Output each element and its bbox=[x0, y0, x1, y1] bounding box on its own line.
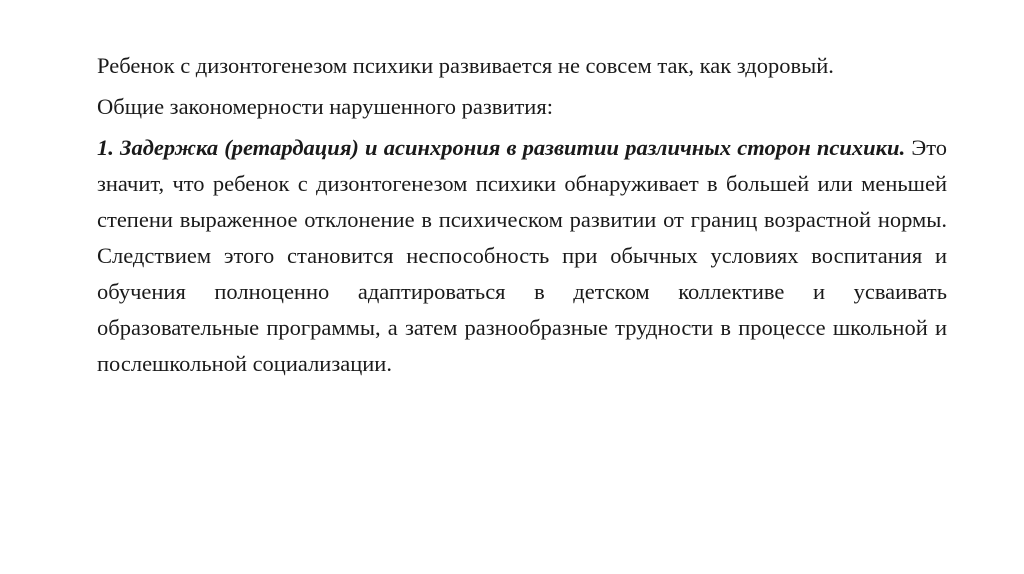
point-1-paragraph bbox=[97, 130, 947, 382]
point-1-body: Это значит, что ребенок с дизонтогенезом психики обнаруживает в большей или меньшей степени выраженное отклонение в психическом развитии от границ возрастной нормы. Следствием этого становится неспособность при обычных условиях воспитания и обучения полноценно адаптироваться в детском коллективе и усваивать образовательные программы, а затем разнообразные трудности в процессе школьной и послешкольной социализации. bbox=[97, 135, 947, 376]
point-1-heading: 1. Задержка (ретардация) и асинхрония в развитии различных сторон психики. bbox=[97, 135, 906, 160]
section-subtitle: Общие закономерности нарушенного развития: bbox=[97, 94, 553, 119]
intro-sentence: Ребенок с дизонтогенезом психики развивается не совсем так, как здоровый. bbox=[97, 53, 834, 78]
slide-content bbox=[97, 48, 947, 382]
